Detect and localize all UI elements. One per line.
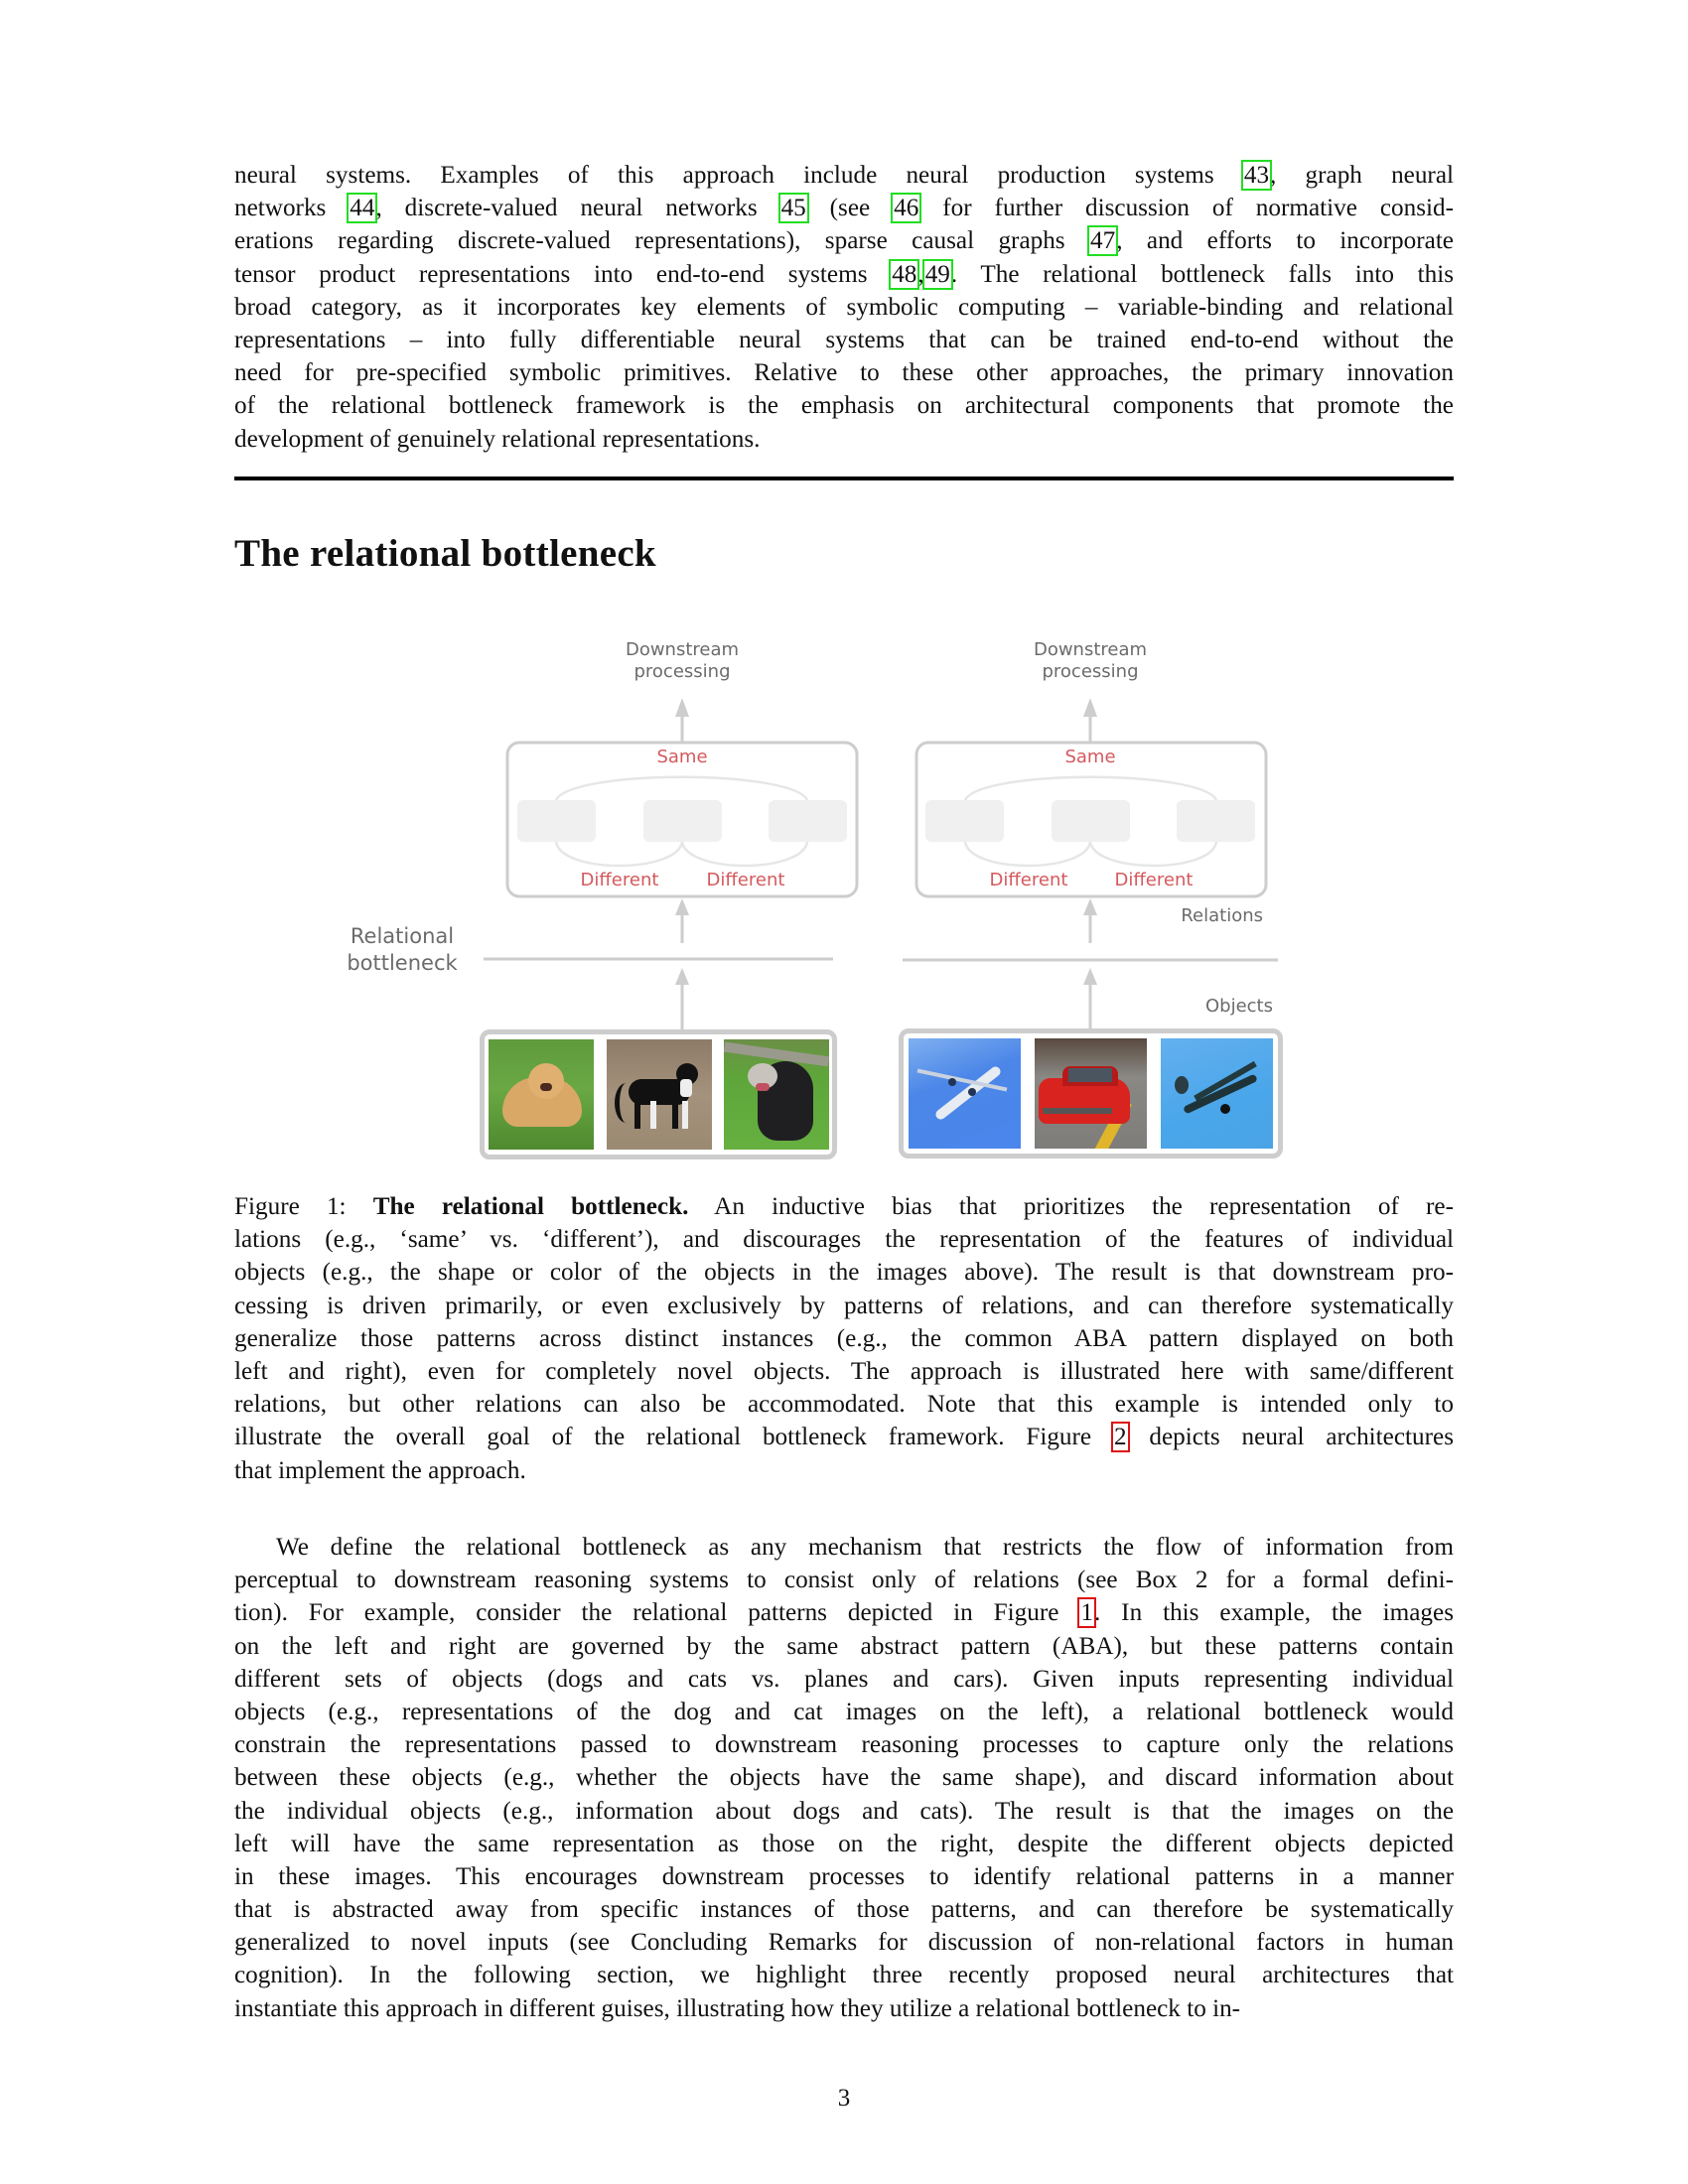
left-object-images <box>480 1029 837 1160</box>
left-same-label: Same <box>656 747 708 767</box>
text-run: that is abstracted away from specific instances of those patterns, and can therefore be systematically <box>234 1896 1454 1924</box>
citation-link[interactable]: 46 <box>894 195 919 222</box>
text-run: relations, but other relations can also be accommodated. Note that this example is intended only to <box>234 1391 1454 1419</box>
left-different-label-2: Different <box>706 870 785 890</box>
text-run: , discrete-valued neural networks <box>375 195 780 222</box>
text-run: generalize those patterns across distinct instances (e.g., the common ABA pattern displayed on both <box>234 1324 1454 1352</box>
text-line <box>234 1596 1454 1629</box>
image-airliner <box>909 1038 1021 1149</box>
text-run: left will have the same representation as those on the right, despite the different objects depicted <box>234 1830 1454 1857</box>
text-run: of the relational bottleneck framework is the emphasis on architectural components that promote the <box>234 392 1454 420</box>
text-line <box>234 1860 1454 1893</box>
text-line <box>234 1926 1454 1959</box>
right-different-label-2: Different <box>1114 870 1194 890</box>
text-run: the individual objects (e.g., information about dogs and cats). The result is that the images on the <box>234 1797 1454 1825</box>
left-different-label-1: Different <box>580 870 659 890</box>
text-run: broad category, as it incorporates key elements of symbolic computing – variable-binding and relational <box>234 293 1454 321</box>
left-downstream-label: Downstream processing <box>625 639 740 682</box>
text-line <box>234 1421 1454 1453</box>
text-line <box>234 1223 1454 1256</box>
object-slot <box>1052 800 1130 842</box>
object-slot <box>925 800 1004 842</box>
citation-link[interactable]: 47 <box>1090 227 1116 255</box>
text-run: (see <box>806 195 894 222</box>
text-run: depicts neural architectures <box>1127 1424 1454 1451</box>
text-line <box>234 1959 1454 1991</box>
objects-label: Objects <box>1204 996 1273 1017</box>
text-run: An inductive bias that prioritizes the representation of re- <box>688 1193 1454 1220</box>
text-run: between these objects (e.g., whether the objects have the same shape), and discard information about <box>234 1764 1454 1792</box>
text-line <box>234 1663 1454 1696</box>
object-slot <box>1177 800 1255 842</box>
text-line <box>234 1454 1454 1487</box>
text-line <box>234 1564 1454 1596</box>
figure-ref-link[interactable]: 2 <box>1113 1424 1127 1451</box>
right-object-images <box>899 1028 1283 1159</box>
text-run: objects (e.g., the shape or color of the objects in the images above). The result is that downstream pro- <box>234 1259 1454 1287</box>
arrow-up-icon <box>675 698 689 717</box>
text-run: on the left and right are governed by the same abstract pattern (ABA), but these patterns contain <box>234 1632 1454 1660</box>
text-run: neural systems. Examples of this approach include neural production systems <box>234 162 1243 189</box>
text-line <box>234 1190 1454 1223</box>
text-run: representations – into fully differentiable neural systems that can be trained end-to-end without the <box>234 326 1454 353</box>
text-run: , and efforts to incorporate <box>1116 227 1454 255</box>
text-run: cessing is driven primarily, or even exclusively by patterns of relations, and can therefore systematically <box>234 1292 1454 1319</box>
caption-title: The relational bottleneck. <box>372 1193 689 1220</box>
citation-link[interactable]: 48 <box>892 260 917 288</box>
citation-link[interactable]: 45 <box>780 195 806 222</box>
text-line <box>234 1992 1454 2025</box>
arrow-up-icon <box>1083 968 1097 985</box>
image-dog-golden <box>489 1039 594 1150</box>
text-line <box>234 1531 1454 1564</box>
text-line <box>234 1322 1454 1355</box>
citation-link[interactable]: 43 <box>1243 162 1270 189</box>
text-line <box>234 1630 1454 1663</box>
text-run: in these images. This encourages downstream processes to identify relational patterns in a manner <box>234 1862 1454 1890</box>
text-run: constrain the representations passed to downstream reasoning processes to capture only the relations <box>234 1731 1454 1759</box>
text-run: left and right), even for completely novel objects. The approach is illustrated here with same/different <box>234 1357 1454 1385</box>
text-line <box>234 1893 1454 1926</box>
text-line <box>234 1256 1454 1289</box>
arrow-up-icon <box>675 898 689 915</box>
object-slot <box>517 800 596 842</box>
arrow-up-icon <box>1083 898 1097 915</box>
text-run: , graph neural <box>1270 162 1455 189</box>
right-same-label: Same <box>1064 747 1116 767</box>
bottleneck-label: Relational bottleneck <box>347 924 458 975</box>
text-run: illustrate the overall goal of the relational bottleneck framework. Figure <box>234 1424 1113 1451</box>
figure-1-caption <box>234 1190 1454 1487</box>
right-downstream-label: Downstream processing <box>1033 639 1148 682</box>
citation-link[interactable]: 49 <box>924 260 950 288</box>
text-run: need for pre-specified symbolic primitives. Relative to these other approaches, the primary innovation <box>234 359 1454 387</box>
object-slot <box>643 800 722 842</box>
text-line <box>234 1761 1454 1794</box>
body-paragraph <box>234 1531 1454 2025</box>
figure-ref-link[interactable]: 1 <box>1080 1599 1093 1627</box>
text-run: for further discussion of normative consid- <box>919 195 1454 222</box>
text-run: lations (e.g., ‘same’ vs. ‘different’), and discourages the representation of the features of individual <box>234 1226 1454 1254</box>
object-slot <box>769 800 847 842</box>
text-run: erations regarding discrete-valued representations), sparse causal graphs <box>234 227 1090 255</box>
text-run: cognition). In the following section, we highlight three recently proposed neural architectures that <box>234 1962 1454 1989</box>
text-run: objects (e.g., representations of the dog and cat images on the left), a relational bottleneck would <box>234 1698 1454 1725</box>
text-run: Figure 1: <box>234 1193 373 1220</box>
text-line <box>234 1388 1454 1421</box>
text-run: tion). For example, consider the relational patterns depicted in Figure <box>234 1599 1080 1627</box>
text-run: different sets of objects (dogs and cats vs. planes and cars). Given inputs representing individual <box>234 1665 1454 1693</box>
text-run: that implement the approach. <box>234 1456 526 1484</box>
citation-link[interactable]: 44 <box>350 195 375 222</box>
text-run: instantiate this approach in different guises, illustrating how they utilize a relational bottleneck to in- <box>234 1994 1241 2022</box>
text-run: . The relational bottleneck falls into this <box>950 260 1455 288</box>
text-line <box>234 1828 1454 1860</box>
text-line <box>234 1795 1454 1828</box>
text-run: tensor product representations into end-to-end systems <box>234 260 892 288</box>
arrow-up-icon <box>1083 698 1097 717</box>
image-red-car <box>1035 1038 1147 1149</box>
text-run: We define the relational bottleneck as any mechanism that restricts the flow of information from <box>276 1534 1454 1561</box>
text-run: generalized to novel inputs (see Concluding Remarks for discussion of non-relational factors in human <box>234 1929 1454 1957</box>
text-line <box>234 1728 1454 1761</box>
relations-label: Relations <box>1181 905 1263 926</box>
text-run: perceptual to downstream reasoning systems to consist only of relations (see Box 2 for a formal defini- <box>234 1567 1454 1594</box>
right-different-label-1: Different <box>989 870 1068 890</box>
text-run: networks <box>234 195 350 222</box>
image-biplane <box>1161 1038 1273 1149</box>
image-dog-black <box>724 1039 829 1150</box>
image-cat <box>607 1039 712 1150</box>
section-heading: The relational bottleneck <box>234 532 656 575</box>
text-line <box>234 1355 1454 1388</box>
page-number: 3 <box>837 2085 851 2112</box>
text-line <box>234 1696 1454 1728</box>
text-line <box>234 1290 1454 1322</box>
text-run: . In this example, the images <box>1093 1599 1454 1627</box>
arrow-up-icon <box>675 968 689 985</box>
text-run: development of genuinely relational representations. <box>234 425 761 453</box>
text-run: , <box>917 260 924 288</box>
